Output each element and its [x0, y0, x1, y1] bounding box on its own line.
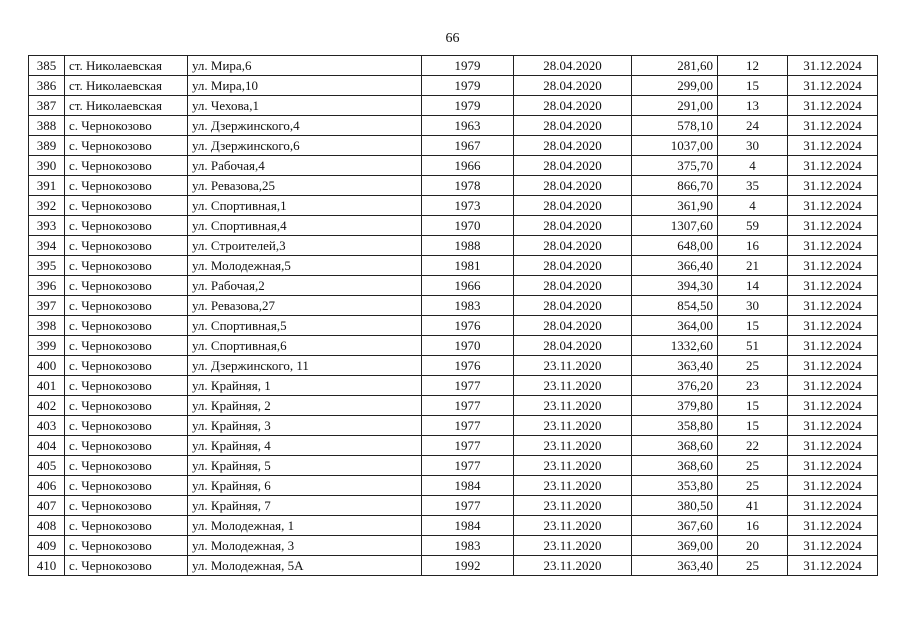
row-number-cell: 395	[29, 256, 65, 276]
deadline-cell: 31.12.2024	[788, 236, 878, 256]
area-cell: 648,00	[632, 236, 718, 256]
deadline-cell: 31.12.2024	[788, 296, 878, 316]
date-cell: 28.04.2020	[514, 296, 632, 316]
settlement-cell: ст. Николаевская	[65, 96, 188, 116]
area-cell: 358,80	[632, 416, 718, 436]
date-cell: 28.04.2020	[514, 156, 632, 176]
area-cell: 854,50	[632, 296, 718, 316]
row-number-cell: 393	[29, 216, 65, 236]
table-row	[29, 56, 878, 76]
area-cell: 363,40	[632, 356, 718, 376]
date-cell: 23.11.2020	[514, 436, 632, 456]
table-row	[29, 276, 878, 296]
settlement-cell: с. Чернокозово	[65, 176, 188, 196]
area-cell: 394,30	[632, 276, 718, 296]
settlement-cell: с. Чернокозово	[65, 116, 188, 136]
area-cell: 364,00	[632, 316, 718, 336]
area-cell: 281,60	[632, 56, 718, 76]
row-number-cell: 390	[29, 156, 65, 176]
settlement-cell: с. Чернокозово	[65, 296, 188, 316]
count-cell: 4	[718, 156, 788, 176]
settlement-cell: с. Чернокозово	[65, 476, 188, 496]
housing-registry-table	[28, 55, 878, 576]
table-row	[29, 376, 878, 396]
table-row	[29, 176, 878, 196]
row-number-cell: 406	[29, 476, 65, 496]
year-built-cell: 1973	[422, 196, 514, 216]
year-built-cell: 1983	[422, 536, 514, 556]
count-cell: 25	[718, 456, 788, 476]
settlement-cell: с. Чернокозово	[65, 396, 188, 416]
date-cell: 28.04.2020	[514, 56, 632, 76]
row-number-cell: 403	[29, 416, 65, 436]
deadline-cell: 31.12.2024	[788, 336, 878, 356]
address-cell: ул. Рабочая,2	[188, 276, 422, 296]
count-cell: 25	[718, 476, 788, 496]
area-cell: 353,80	[632, 476, 718, 496]
year-built-cell: 1979	[422, 56, 514, 76]
table-row	[29, 416, 878, 436]
deadline-cell: 31.12.2024	[788, 256, 878, 276]
address-cell: ул. Молодежная, 3	[188, 536, 422, 556]
area-cell: 361,90	[632, 196, 718, 216]
deadline-cell: 31.12.2024	[788, 536, 878, 556]
date-cell: 23.11.2020	[514, 376, 632, 396]
row-number-cell: 401	[29, 376, 65, 396]
year-built-cell: 1977	[422, 456, 514, 476]
row-number-cell: 410	[29, 556, 65, 576]
area-cell: 368,60	[632, 456, 718, 476]
address-cell: ул. Молодежная, 5А	[188, 556, 422, 576]
count-cell: 16	[718, 516, 788, 536]
row-number-cell: 402	[29, 396, 65, 416]
year-built-cell: 1963	[422, 116, 514, 136]
table-row	[29, 336, 878, 356]
settlement-cell: с. Чернокозово	[65, 216, 188, 236]
count-cell: 35	[718, 176, 788, 196]
area-cell: 380,50	[632, 496, 718, 516]
date-cell: 28.04.2020	[514, 256, 632, 276]
year-built-cell: 1979	[422, 76, 514, 96]
address-cell: ул. Мира,6	[188, 56, 422, 76]
row-number-cell: 404	[29, 436, 65, 456]
date-cell: 28.04.2020	[514, 136, 632, 156]
settlement-cell: ст. Николаевская	[65, 76, 188, 96]
deadline-cell: 31.12.2024	[788, 356, 878, 376]
year-built-cell: 1988	[422, 236, 514, 256]
area-cell: 1307,60	[632, 216, 718, 236]
date-cell: 28.04.2020	[514, 116, 632, 136]
settlement-cell: с. Чернокозово	[65, 276, 188, 296]
date-cell: 23.11.2020	[514, 516, 632, 536]
deadline-cell: 31.12.2024	[788, 396, 878, 416]
address-cell: ул. Спортивная,1	[188, 196, 422, 216]
table-row	[29, 236, 878, 256]
area-cell: 369,00	[632, 536, 718, 556]
deadline-cell: 31.12.2024	[788, 196, 878, 216]
year-built-cell: 1979	[422, 96, 514, 116]
deadline-cell: 31.12.2024	[788, 176, 878, 196]
count-cell: 15	[718, 76, 788, 96]
address-cell: ул. Спортивная,5	[188, 316, 422, 336]
table-row	[29, 76, 878, 96]
address-cell: ул. Дзержинского,4	[188, 116, 422, 136]
row-number-cell: 408	[29, 516, 65, 536]
settlement-cell: с. Чернокозово	[65, 456, 188, 476]
address-cell: ул. Крайняя, 4	[188, 436, 422, 456]
settlement-cell: с. Чернокозово	[65, 436, 188, 456]
row-number-cell: 392	[29, 196, 65, 216]
year-built-cell: 1967	[422, 136, 514, 156]
row-number-cell: 398	[29, 316, 65, 336]
row-number-cell: 397	[29, 296, 65, 316]
area-cell: 368,60	[632, 436, 718, 456]
deadline-cell: 31.12.2024	[788, 376, 878, 396]
date-cell: 28.04.2020	[514, 196, 632, 216]
area-cell: 363,40	[632, 556, 718, 576]
area-cell: 578,10	[632, 116, 718, 136]
date-cell: 23.11.2020	[514, 556, 632, 576]
year-built-cell: 1981	[422, 256, 514, 276]
deadline-cell: 31.12.2024	[788, 76, 878, 96]
address-cell: ул. Мира,10	[188, 76, 422, 96]
year-built-cell: 1976	[422, 356, 514, 376]
settlement-cell: с. Чернокозово	[65, 316, 188, 336]
row-number-cell: 396	[29, 276, 65, 296]
year-built-cell: 1984	[422, 516, 514, 536]
date-cell: 28.04.2020	[514, 336, 632, 356]
settlement-cell: с. Чернокозово	[65, 376, 188, 396]
area-cell: 376,20	[632, 376, 718, 396]
count-cell: 14	[718, 276, 788, 296]
count-cell: 20	[718, 536, 788, 556]
count-cell: 41	[718, 496, 788, 516]
count-cell: 30	[718, 296, 788, 316]
year-built-cell: 1978	[422, 176, 514, 196]
date-cell: 28.04.2020	[514, 176, 632, 196]
year-built-cell: 1966	[422, 276, 514, 296]
settlement-cell: с. Чернокозово	[65, 256, 188, 276]
year-built-cell: 1992	[422, 556, 514, 576]
row-number-cell: 399	[29, 336, 65, 356]
year-built-cell: 1977	[422, 416, 514, 436]
count-cell: 25	[718, 356, 788, 376]
count-cell: 25	[718, 556, 788, 576]
row-number-cell: 400	[29, 356, 65, 376]
settlement-cell: с. Чернокозово	[65, 536, 188, 556]
date-cell: 28.04.2020	[514, 76, 632, 96]
area-cell: 366,40	[632, 256, 718, 276]
area-cell: 367,60	[632, 516, 718, 536]
deadline-cell: 31.12.2024	[788, 276, 878, 296]
address-cell: ул. Крайняя, 5	[188, 456, 422, 476]
address-cell: ул. Крайняя, 1	[188, 376, 422, 396]
year-built-cell: 1977	[422, 396, 514, 416]
count-cell: 30	[718, 136, 788, 156]
row-number-cell: 388	[29, 116, 65, 136]
address-cell: ул. Ревазова,27	[188, 296, 422, 316]
row-number-cell: 405	[29, 456, 65, 476]
address-cell: ул. Крайняя, 7	[188, 496, 422, 516]
date-cell: 23.11.2020	[514, 476, 632, 496]
row-number-cell: 409	[29, 536, 65, 556]
year-built-cell: 1977	[422, 496, 514, 516]
settlement-cell: с. Чернокозово	[65, 236, 188, 256]
row-number-cell: 391	[29, 176, 65, 196]
area-cell: 375,70	[632, 156, 718, 176]
settlement-cell: с. Чернокозово	[65, 496, 188, 516]
deadline-cell: 31.12.2024	[788, 476, 878, 496]
address-cell: ул. Спортивная,4	[188, 216, 422, 236]
table-row	[29, 556, 878, 576]
address-cell: ул. Дзержинского,6	[188, 136, 422, 156]
settlement-cell: с. Чернокозово	[65, 336, 188, 356]
settlement-cell: с. Чернокозово	[65, 156, 188, 176]
table-row	[29, 156, 878, 176]
deadline-cell: 31.12.2024	[788, 436, 878, 456]
date-cell: 28.04.2020	[514, 316, 632, 336]
date-cell: 23.11.2020	[514, 416, 632, 436]
count-cell: 16	[718, 236, 788, 256]
address-cell: ул. Крайняя, 2	[188, 396, 422, 416]
deadline-cell: 31.12.2024	[788, 156, 878, 176]
table-row	[29, 496, 878, 516]
settlement-cell: с. Чернокозово	[65, 196, 188, 216]
address-cell: ул. Молодежная,5	[188, 256, 422, 276]
table-row	[29, 436, 878, 456]
count-cell: 59	[718, 216, 788, 236]
deadline-cell: 31.12.2024	[788, 216, 878, 236]
year-built-cell: 1983	[422, 296, 514, 316]
date-cell: 23.11.2020	[514, 456, 632, 476]
date-cell: 23.11.2020	[514, 396, 632, 416]
count-cell: 13	[718, 96, 788, 116]
deadline-cell: 31.12.2024	[788, 556, 878, 576]
area-cell: 299,00	[632, 76, 718, 96]
table-row	[29, 356, 878, 376]
address-cell: ул. Дзержинского, 11	[188, 356, 422, 376]
area-cell: 1332,60	[632, 336, 718, 356]
address-cell: ул. Молодежная, 1	[188, 516, 422, 536]
count-cell: 15	[718, 316, 788, 336]
count-cell: 21	[718, 256, 788, 276]
deadline-cell: 31.12.2024	[788, 456, 878, 476]
address-cell: ул. Ревазова,25	[188, 176, 422, 196]
date-cell: 23.11.2020	[514, 356, 632, 376]
table-row	[29, 96, 878, 116]
date-cell: 28.04.2020	[514, 276, 632, 296]
settlement-cell: с. Чернокозово	[65, 136, 188, 156]
table-row	[29, 516, 878, 536]
date-cell: 23.11.2020	[514, 496, 632, 516]
table-body	[29, 56, 878, 576]
settlement-cell: с. Чернокозово	[65, 556, 188, 576]
deadline-cell: 31.12.2024	[788, 56, 878, 76]
settlement-cell: ст. Николаевская	[65, 56, 188, 76]
deadline-cell: 31.12.2024	[788, 416, 878, 436]
count-cell: 23	[718, 376, 788, 396]
area-cell: 291,00	[632, 96, 718, 116]
address-cell: ул. Крайняя, 6	[188, 476, 422, 496]
date-cell: 28.04.2020	[514, 216, 632, 236]
table-row	[29, 296, 878, 316]
row-number-cell: 394	[29, 236, 65, 256]
table-row	[29, 396, 878, 416]
year-built-cell: 1966	[422, 156, 514, 176]
count-cell: 15	[718, 416, 788, 436]
table-row	[29, 536, 878, 556]
date-cell: 23.11.2020	[514, 536, 632, 556]
row-number-cell: 407	[29, 496, 65, 516]
table-row	[29, 456, 878, 476]
deadline-cell: 31.12.2024	[788, 496, 878, 516]
settlement-cell: с. Чернокозово	[65, 356, 188, 376]
year-built-cell: 1977	[422, 376, 514, 396]
count-cell: 4	[718, 196, 788, 216]
table-row	[29, 316, 878, 336]
area-cell: 866,70	[632, 176, 718, 196]
deadline-cell: 31.12.2024	[788, 516, 878, 536]
address-cell: ул. Спортивная,6	[188, 336, 422, 356]
row-number-cell: 387	[29, 96, 65, 116]
count-cell: 24	[718, 116, 788, 136]
deadline-cell: 31.12.2024	[788, 96, 878, 116]
year-built-cell: 1970	[422, 216, 514, 236]
date-cell: 28.04.2020	[514, 236, 632, 256]
page-number: 66	[445, 31, 460, 46]
row-number-cell: 389	[29, 136, 65, 156]
row-number-cell: 385	[29, 56, 65, 76]
address-cell: ул. Крайняя, 3	[188, 416, 422, 436]
area-cell: 379,80	[632, 396, 718, 416]
table-row	[29, 476, 878, 496]
address-cell: ул. Строителей,3	[188, 236, 422, 256]
deadline-cell: 31.12.2024	[788, 316, 878, 336]
address-cell: ул. Рабочая,4	[188, 156, 422, 176]
count-cell: 51	[718, 336, 788, 356]
settlement-cell: с. Чернокозово	[65, 516, 188, 536]
year-built-cell: 1977	[422, 436, 514, 456]
year-built-cell: 1976	[422, 316, 514, 336]
table-row	[29, 116, 878, 136]
address-cell: ул. Чехова,1	[188, 96, 422, 116]
table-row	[29, 216, 878, 236]
deadline-cell: 31.12.2024	[788, 116, 878, 136]
settlement-cell: с. Чернокозово	[65, 416, 188, 436]
count-cell: 15	[718, 396, 788, 416]
year-built-cell: 1970	[422, 336, 514, 356]
deadline-cell: 31.12.2024	[788, 136, 878, 156]
year-built-cell: 1984	[422, 476, 514, 496]
area-cell: 1037,00	[632, 136, 718, 156]
date-cell: 28.04.2020	[514, 96, 632, 116]
table-row	[29, 256, 878, 276]
table-row	[29, 196, 878, 216]
table-row	[29, 136, 878, 156]
count-cell: 12	[718, 56, 788, 76]
count-cell: 22	[718, 436, 788, 456]
row-number-cell: 386	[29, 76, 65, 96]
